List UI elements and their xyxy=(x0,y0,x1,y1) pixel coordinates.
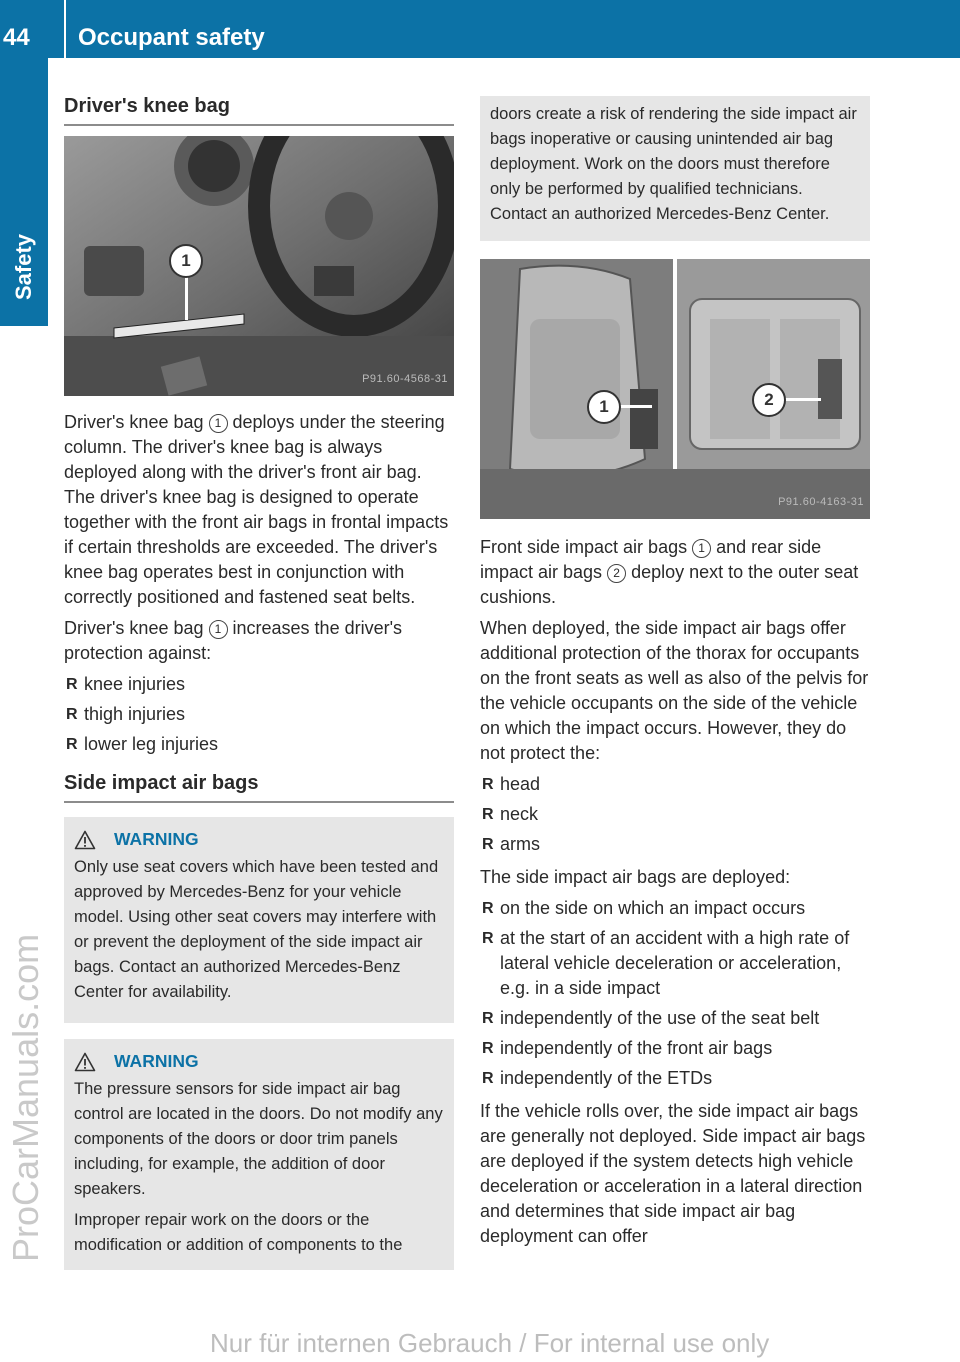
side-bag-photo xyxy=(480,259,870,519)
page-number: 44 xyxy=(3,24,30,51)
warning-text: The pressure sensors for side impact air bag control are located in the doors. Do not modify any components of the doors or door trim panels including, for example, the addition of door speakers. xyxy=(74,1080,443,1198)
side-bag-figure xyxy=(480,259,870,519)
protect-bullet-list xyxy=(480,772,870,857)
knee-bag-photo xyxy=(64,136,454,396)
callout-line xyxy=(185,276,188,320)
callout-ref-1: 1 xyxy=(209,414,228,433)
warning-text: doors create a risk of rendering the side impact air bags inoperative or causing unintended air bag deployment. Work on the doors must therefore only be performed by qualified technicians. Contact an authorized Mercedes-Benz Center. xyxy=(490,105,857,223)
header-divider xyxy=(64,0,66,58)
warning-title: WARNING xyxy=(114,1051,199,1071)
list-item: R on the side on which an impact occurs xyxy=(482,898,806,918)
list-item: R knee injuries xyxy=(66,674,186,694)
callout-line xyxy=(783,398,821,401)
figure-code: P91.60-4163-31 xyxy=(778,496,864,508)
warning-text: Improper repair work on the doors or the modification or addition of components to the xyxy=(74,1211,403,1254)
side-paragraph-1: Front side impact air bags 1 and rear side impact air bags 2 deploy next to the outer seat cushions. xyxy=(480,537,859,607)
heading-knee-bag: Driver's knee bag xyxy=(64,92,454,126)
list-item: R independently of the use of the seat belt xyxy=(482,1008,820,1028)
list-item: R independently of the front air bags xyxy=(482,1038,773,1058)
callout-1: 1 xyxy=(169,244,203,278)
side-paragraph-4: If the vehicle rolls over, the side impact air bags are generally not deployed. Side impact air bags are deployed if the system detects high vehicle deceleration or acceleration in a lateral direction and determines that side impact air bag deployment can offer xyxy=(480,1101,866,1246)
callout-ref-1: 1 xyxy=(209,620,228,639)
list-item: R at the start of an accident with a high rate of lateral vehicle deceleration or acceleration, e.g. in a side impact xyxy=(482,928,850,998)
callout-ref-1: 1 xyxy=(692,539,711,558)
callout-2: 2 xyxy=(752,383,786,417)
list-item: R head xyxy=(482,774,541,794)
deploy-bullet-list xyxy=(480,896,870,1091)
warning-triangle-icon xyxy=(74,830,96,850)
figure-code: P91.60-4568-31 xyxy=(362,373,448,385)
heading-side-bags: Side impact air bags xyxy=(64,769,454,803)
warning-box-continued xyxy=(480,96,870,241)
list-item: R independently of the ETDs xyxy=(482,1068,713,1088)
warning-text: Only use seat covers which have been tested and approved by Mercedes-Benz for your vehicle model. Using other seat covers may interfere with or prevent the deployment of the side impact air bags. Contact an authorized Mercedes-Benz Center for availability. xyxy=(74,858,439,1001)
warning-triangle-icon xyxy=(74,1052,96,1072)
list-item: R neck xyxy=(482,804,539,824)
callout-1: 1 xyxy=(587,390,621,424)
right-column xyxy=(480,96,870,1255)
list-item: R arms xyxy=(482,834,540,854)
left-column xyxy=(64,92,454,1284)
chapter-title: Occupant safety xyxy=(78,24,265,51)
knee-paragraph-1: Driver's knee bag 1 deploys under the steering column. The driver's knee bag is always deployed along with the driver's front air bag. The driver's knee bag is designed to operate together with the front air bags in frontal impacts if certain thresholds are exceeded. The driver's knee bag operates best in conjunction with correctly positioned and fastened seat belts. xyxy=(64,412,449,607)
callout-line xyxy=(618,405,652,408)
footer-notice: Nur für internen Gebrauch / For internal use only xyxy=(210,1328,770,1358)
warning-box-1 xyxy=(64,817,454,1023)
warning-title: WARNING xyxy=(114,829,199,849)
section-tab-label: Safety xyxy=(11,233,36,300)
list-item: R lower leg injuries xyxy=(66,734,219,754)
watermark: ProCarManuals.com xyxy=(5,933,46,1262)
warning-box-2 xyxy=(64,1039,454,1270)
callout-ref-2: 2 xyxy=(607,564,626,583)
knee-bag-figure xyxy=(64,136,454,396)
header-bar xyxy=(0,0,960,58)
list-item: R thigh injuries xyxy=(66,704,186,724)
side-paragraph-3: The side impact air bags are deployed: xyxy=(480,867,791,887)
side-paragraph-2: When deployed, the side impact air bags offer additional protection of the thorax for occupants on the front seats as well as also of the pelvis for the vehicle occupants on the side of the vehicle on which the impact occurs. However, they do not protect the: xyxy=(480,618,869,763)
knee-bullet-list xyxy=(64,672,454,757)
knee-paragraph-2: Driver's knee bag 1 increases the driver's protection against: xyxy=(64,618,403,663)
